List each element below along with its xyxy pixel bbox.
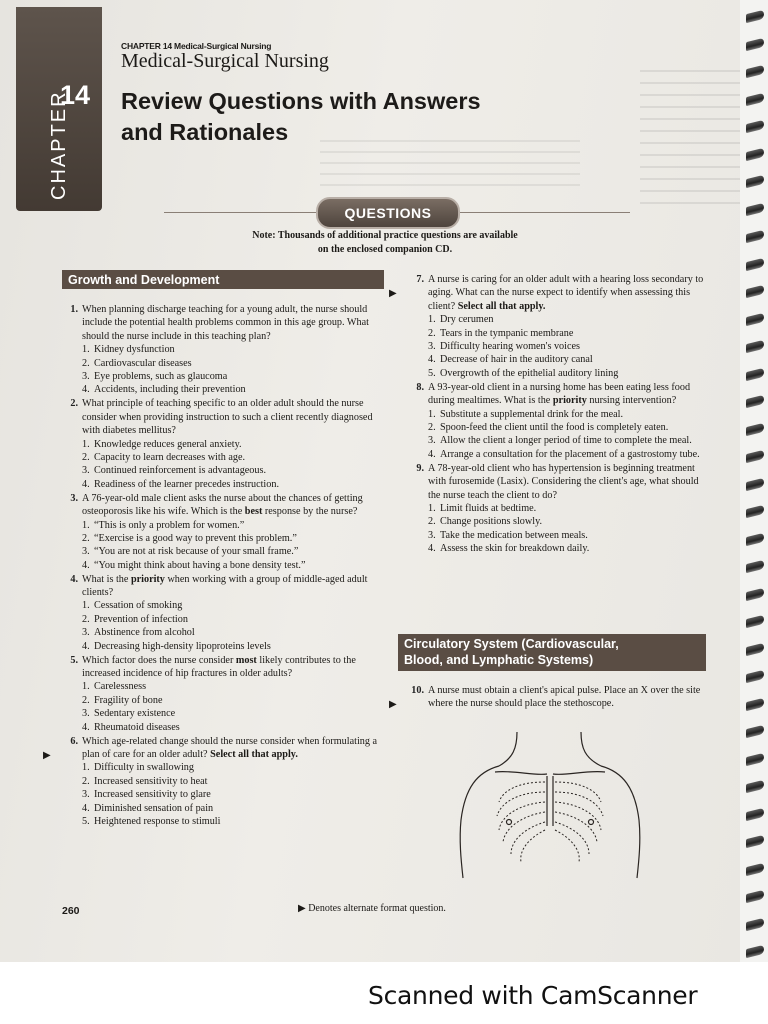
option-number: 4. bbox=[82, 640, 90, 652]
section-line: Blood, and Lymphatic Systems) bbox=[404, 653, 594, 667]
binding-coil bbox=[746, 367, 764, 380]
note-line: Note: Thousands of additional practice questions are available bbox=[252, 230, 518, 241]
answer-option[interactable] bbox=[82, 478, 380, 491]
answer-option[interactable] bbox=[428, 434, 708, 447]
binding-coil bbox=[746, 615, 764, 628]
option-text: Accidents, including their prevention bbox=[94, 384, 246, 396]
option-number: 4. bbox=[428, 354, 436, 366]
option-text: Assess the skin for breakdown daily. bbox=[440, 543, 590, 555]
rib-left bbox=[503, 812, 545, 842]
question-number: 8. bbox=[416, 381, 424, 393]
clavicle-left bbox=[495, 772, 547, 775]
binding-coil bbox=[746, 147, 764, 160]
option-number: 1. bbox=[82, 519, 90, 531]
option-text: Change positions slowly. bbox=[440, 516, 543, 528]
option-number: 4. bbox=[82, 384, 90, 396]
option-number: 1. bbox=[82, 344, 90, 356]
rib-left bbox=[511, 822, 545, 854]
question-number: 3. bbox=[70, 492, 78, 504]
option-text: Decreasing high-density lipoproteins levels bbox=[94, 640, 271, 652]
binding-coil bbox=[746, 450, 764, 463]
binding-coil bbox=[746, 257, 764, 270]
question-stem: When planning discharge teaching for a young adult, the nurse should include the potential health problems common in this age group. What should the nurse include in this teaching plan? bbox=[82, 304, 369, 342]
option-text: Fragility of bone bbox=[94, 694, 163, 706]
option-text: Rheumatoid diseases bbox=[94, 721, 180, 733]
question-stem: A 93-year-old client in a nursing home has been eating less food during mealtimes. What is the priority nursing intervention? bbox=[428, 381, 691, 407]
option-text: Sedentary existence bbox=[94, 708, 176, 720]
torso-right bbox=[601, 766, 640, 878]
questions-banner: QUESTIONS bbox=[316, 197, 460, 229]
rib-left bbox=[499, 802, 545, 830]
option-text: “You might think about having a bone density test.” bbox=[94, 559, 306, 571]
torso-left bbox=[460, 766, 499, 878]
note-line: on the enclosed companion CD. bbox=[317, 244, 453, 255]
answer-option[interactable] bbox=[428, 340, 708, 353]
question-10 bbox=[389, 684, 708, 711]
camscanner-watermark: Scanned with CamScanner bbox=[368, 981, 698, 1010]
option-text: Difficulty hearing women's voices bbox=[440, 341, 580, 353]
rib-right bbox=[555, 792, 603, 816]
binding-coil bbox=[746, 312, 764, 325]
right-column bbox=[389, 273, 708, 556]
option-text: Readiness of the learner precedes instruction. bbox=[94, 478, 280, 490]
question-7 bbox=[389, 273, 708, 380]
rib-right bbox=[555, 782, 601, 802]
binding-coil bbox=[746, 862, 764, 875]
rib-right bbox=[555, 822, 589, 854]
question-stem: What principle of teaching specific to an older adult should the nurse consider when providing instruction to such a client recently diagnosed with diabetes mellitus? bbox=[82, 398, 373, 437]
option-number: 4. bbox=[82, 478, 90, 490]
option-text: Take the medication between meals. bbox=[440, 529, 588, 541]
option-text: Abstinence from alcohol bbox=[94, 627, 195, 639]
option-text: Arrange a consultation for the placement of a gastrostomy tube. bbox=[440, 448, 700, 460]
chest-diagram[interactable] bbox=[455, 730, 645, 880]
answer-option[interactable] bbox=[82, 626, 380, 639]
option-number: 4. bbox=[428, 543, 436, 555]
answer-option[interactable] bbox=[82, 613, 380, 626]
answer-option[interactable] bbox=[428, 542, 708, 555]
question-number: 2. bbox=[70, 398, 78, 410]
answer-option[interactable] bbox=[428, 327, 708, 340]
answer-option[interactable] bbox=[82, 640, 380, 653]
option-number: 1. bbox=[82, 681, 90, 693]
answer-option[interactable] bbox=[82, 599, 380, 612]
question-stem: A nurse is caring for an older adult with a hearing loss secondary to aging. What can the nurse expect to identify when assessing this client? Select all that apply. bbox=[428, 274, 704, 312]
answer-option[interactable] bbox=[428, 408, 708, 421]
option-text: Kidney dysfunction bbox=[94, 344, 175, 356]
subject-title: Medical-Surgical Nursing bbox=[121, 50, 329, 72]
binding-coil bbox=[746, 92, 764, 105]
answer-option[interactable] bbox=[428, 515, 708, 528]
rib-right bbox=[555, 812, 597, 842]
alternate-format-icon: ▶ bbox=[389, 288, 397, 299]
answer-option[interactable] bbox=[82, 802, 380, 815]
answer-option[interactable] bbox=[428, 367, 708, 380]
alternate-format-icon: ▶ bbox=[43, 749, 51, 761]
option-number: 3. bbox=[428, 341, 436, 353]
option-number: 4. bbox=[82, 559, 90, 571]
option-number: 1. bbox=[428, 502, 436, 514]
question-5 bbox=[62, 654, 380, 734]
answer-option[interactable] bbox=[82, 559, 380, 572]
option-number: 2. bbox=[428, 421, 436, 433]
binding-coil bbox=[746, 477, 764, 490]
question-2 bbox=[62, 397, 380, 491]
option-number: 1. bbox=[82, 762, 90, 774]
nipple-right bbox=[589, 820, 594, 825]
option-number: 5. bbox=[428, 367, 436, 379]
chapter-number: 14 bbox=[60, 80, 91, 110]
option-number: 1. bbox=[428, 408, 436, 420]
binding-coil bbox=[746, 890, 764, 903]
question-4 bbox=[62, 573, 380, 653]
answer-option[interactable] bbox=[82, 694, 380, 707]
option-number: 2. bbox=[82, 775, 90, 787]
option-number: 3. bbox=[82, 789, 90, 801]
option-text: Continued reinforcement is advantageous. bbox=[94, 465, 267, 477]
option-text: Prevention of infection bbox=[94, 613, 188, 625]
option-text: Dry cerumen bbox=[440, 314, 494, 326]
option-number: 3. bbox=[82, 708, 90, 720]
question-9 bbox=[408, 462, 708, 556]
option-number: 2. bbox=[82, 357, 90, 369]
question-number: 1. bbox=[70, 304, 78, 315]
option-number: 2. bbox=[82, 694, 90, 706]
bleed-through-text bbox=[640, 70, 740, 210]
binding-coil bbox=[746, 945, 764, 958]
binding-coil bbox=[746, 697, 764, 710]
companion-cd-note bbox=[200, 229, 570, 257]
neck-outline bbox=[581, 732, 601, 766]
option-text: Cessation of smoking bbox=[94, 600, 183, 612]
binding-coil bbox=[746, 560, 764, 573]
option-text: Overgrowth of the epithelial auditory lining bbox=[440, 367, 619, 379]
running-header: CHAPTER 14 Medical-Surgical Nursing bbox=[121, 41, 272, 51]
option-text: Difficulty in swallowing bbox=[94, 762, 194, 774]
option-number: 4. bbox=[428, 448, 436, 460]
clavicle-right bbox=[553, 772, 605, 775]
binding-coil bbox=[746, 10, 764, 23]
answer-option[interactable] bbox=[82, 761, 380, 774]
option-text: Increased sensitivity to heat bbox=[94, 775, 208, 787]
option-number: 1. bbox=[82, 438, 90, 450]
rib-right bbox=[555, 830, 579, 862]
option-text: Eye problems, such as glaucoma bbox=[94, 371, 228, 383]
answer-option[interactable] bbox=[82, 788, 380, 801]
binding-coil bbox=[746, 340, 764, 353]
answer-option[interactable] bbox=[82, 343, 380, 356]
question-number: 4. bbox=[70, 573, 78, 585]
binding-coil bbox=[746, 422, 764, 435]
answer-option[interactable] bbox=[82, 357, 380, 370]
binding-coil bbox=[746, 202, 764, 215]
option-number: 3. bbox=[428, 529, 436, 541]
option-text: Allow the client a longer period of time to complete the meal. bbox=[440, 435, 692, 447]
option-text: Heightened response to stimuli bbox=[94, 815, 221, 827]
page-title bbox=[121, 86, 541, 148]
question-8 bbox=[408, 381, 708, 461]
nipple-left bbox=[507, 820, 512, 825]
binding-coil bbox=[746, 65, 764, 78]
binding-coil bbox=[746, 752, 764, 765]
option-text: Substitute a supplemental drink for the meal. bbox=[440, 408, 624, 420]
option-text: “This is only a problem for women.” bbox=[94, 519, 245, 531]
binding-coil bbox=[746, 532, 764, 545]
question-10-block bbox=[389, 684, 708, 711]
answer-option[interactable] bbox=[82, 815, 380, 828]
answer-option[interactable] bbox=[82, 451, 380, 464]
section-line: Circulatory System (Cardiovascular, bbox=[404, 637, 619, 651]
option-number: 1. bbox=[428, 314, 436, 326]
spiral-binding bbox=[740, 0, 768, 962]
option-number: 3. bbox=[82, 546, 90, 558]
answer-option[interactable] bbox=[428, 353, 708, 366]
question-3 bbox=[62, 492, 380, 572]
question-stem: Which age-related change should the nurse consider when formulating a plan of care for an older adult? Select all that apply. bbox=[82, 735, 378, 760]
option-text: Cardiovascular diseases bbox=[94, 357, 192, 369]
question-stem: What is the priority when working with a group of middle-aged adult clients? bbox=[82, 573, 368, 599]
option-text: Diminished sensation of pain bbox=[94, 802, 214, 814]
option-number: 3. bbox=[82, 371, 90, 383]
question-number: 7. bbox=[416, 274, 424, 285]
question-stem: A 78-year-old client who has hypertension is beginning treatment with furosemide (Lasix). Considering the client's age, what should the nurse teach the client to do? bbox=[428, 462, 699, 501]
option-number: 2. bbox=[428, 516, 436, 528]
binding-coil bbox=[746, 780, 764, 793]
binding-coil bbox=[746, 725, 764, 738]
question-number: 9. bbox=[416, 462, 424, 474]
question-stem: A 76-year-old male client asks the nurse about the chances of getting osteoporosis like his wife. Which is the best response by the nurse? bbox=[82, 492, 363, 518]
bleed-through-text bbox=[320, 140, 580, 195]
rib-right bbox=[555, 802, 601, 830]
option-text: Carelessness bbox=[94, 681, 147, 693]
option-number: 2. bbox=[82, 532, 90, 544]
option-text: Increased sensitivity to glare bbox=[94, 789, 211, 801]
alternate-format-icon: ▶ bbox=[389, 699, 397, 710]
binding-coil bbox=[746, 37, 764, 50]
question-number: 10. bbox=[411, 685, 424, 696]
section-circulatory-system bbox=[398, 634, 706, 671]
title-line: Review Questions with Answers bbox=[121, 88, 481, 114]
chapter-label: CHAPTER bbox=[48, 90, 70, 200]
section-growth-and-development: Growth and Development bbox=[62, 270, 384, 289]
answer-option[interactable] bbox=[82, 464, 380, 477]
answer-option[interactable] bbox=[82, 519, 380, 532]
binding-coil bbox=[746, 917, 764, 930]
option-number: 5. bbox=[82, 815, 90, 827]
answer-option[interactable] bbox=[82, 545, 380, 558]
answer-option[interactable] bbox=[82, 721, 380, 734]
neck-outline bbox=[499, 732, 517, 766]
option-number: 3. bbox=[82, 465, 90, 477]
answer-option[interactable] bbox=[82, 370, 380, 383]
answer-option[interactable] bbox=[428, 421, 708, 434]
question-1 bbox=[62, 303, 380, 397]
option-number: 3. bbox=[82, 627, 90, 639]
option-number: 2. bbox=[82, 451, 90, 463]
answer-option[interactable] bbox=[428, 502, 708, 515]
option-text: Spoon-feed the client until the food is completely eaten. bbox=[440, 421, 669, 433]
binding-coil bbox=[746, 670, 764, 683]
rib-left bbox=[499, 782, 545, 802]
option-number: 1. bbox=[82, 600, 90, 612]
option-text: Limit fluids at bedtime. bbox=[440, 502, 537, 514]
option-number: 3. bbox=[428, 435, 436, 447]
binding-coil bbox=[746, 587, 764, 600]
option-number: 4. bbox=[82, 721, 90, 733]
option-text: Knowledge reduces general anxiety. bbox=[94, 438, 242, 450]
option-text: “Exercise is a good way to prevent this problem.” bbox=[94, 532, 297, 544]
question-number: 5. bbox=[70, 654, 78, 666]
answer-option[interactable] bbox=[82, 532, 380, 545]
binding-coil bbox=[746, 807, 764, 820]
rib-left bbox=[497, 792, 545, 816]
option-text: Capacity to learn decreases with age. bbox=[94, 451, 246, 463]
binding-coil bbox=[746, 395, 764, 408]
page-number: 260 bbox=[62, 905, 80, 917]
alternate-format-footnote: ▶ Denotes alternate format question. bbox=[298, 903, 446, 914]
answer-option[interactable] bbox=[82, 383, 380, 396]
answer-option[interactable] bbox=[428, 448, 708, 461]
binding-coil bbox=[746, 835, 764, 848]
question-6 bbox=[43, 735, 380, 829]
answer-option[interactable] bbox=[82, 775, 380, 788]
answer-option[interactable] bbox=[82, 438, 380, 451]
question-stem: A nurse must obtain a client's apical pulse. Place an X over the site where the nurse should place the stethoscope. bbox=[428, 685, 701, 710]
binding-coil bbox=[746, 505, 764, 518]
question-number: 6. bbox=[70, 735, 78, 747]
option-number: 2. bbox=[82, 613, 90, 625]
binding-coil bbox=[746, 642, 764, 655]
option-text: Tears in the tympanic membrane bbox=[440, 327, 574, 339]
binding-coil bbox=[746, 230, 764, 243]
option-text: “You are not at risk because of your small frame.” bbox=[94, 546, 299, 558]
answer-option[interactable] bbox=[82, 680, 380, 693]
binding-coil bbox=[746, 285, 764, 298]
answer-option[interactable] bbox=[82, 707, 380, 720]
option-text: Decrease of hair in the auditory canal bbox=[440, 354, 593, 366]
answer-option[interactable] bbox=[428, 529, 708, 542]
binding-coil bbox=[746, 120, 764, 133]
title-line: and Rationales bbox=[121, 119, 289, 145]
binding-coil bbox=[746, 175, 764, 188]
answer-option[interactable] bbox=[428, 313, 708, 326]
option-number: 4. bbox=[82, 802, 90, 814]
rib-left bbox=[521, 830, 545, 862]
left-column bbox=[43, 303, 380, 829]
question-stem: Which factor does the nurse consider most likely contributes to the increased incidence of hip fractures in older adults? bbox=[82, 654, 356, 679]
option-number: 2. bbox=[428, 327, 436, 339]
